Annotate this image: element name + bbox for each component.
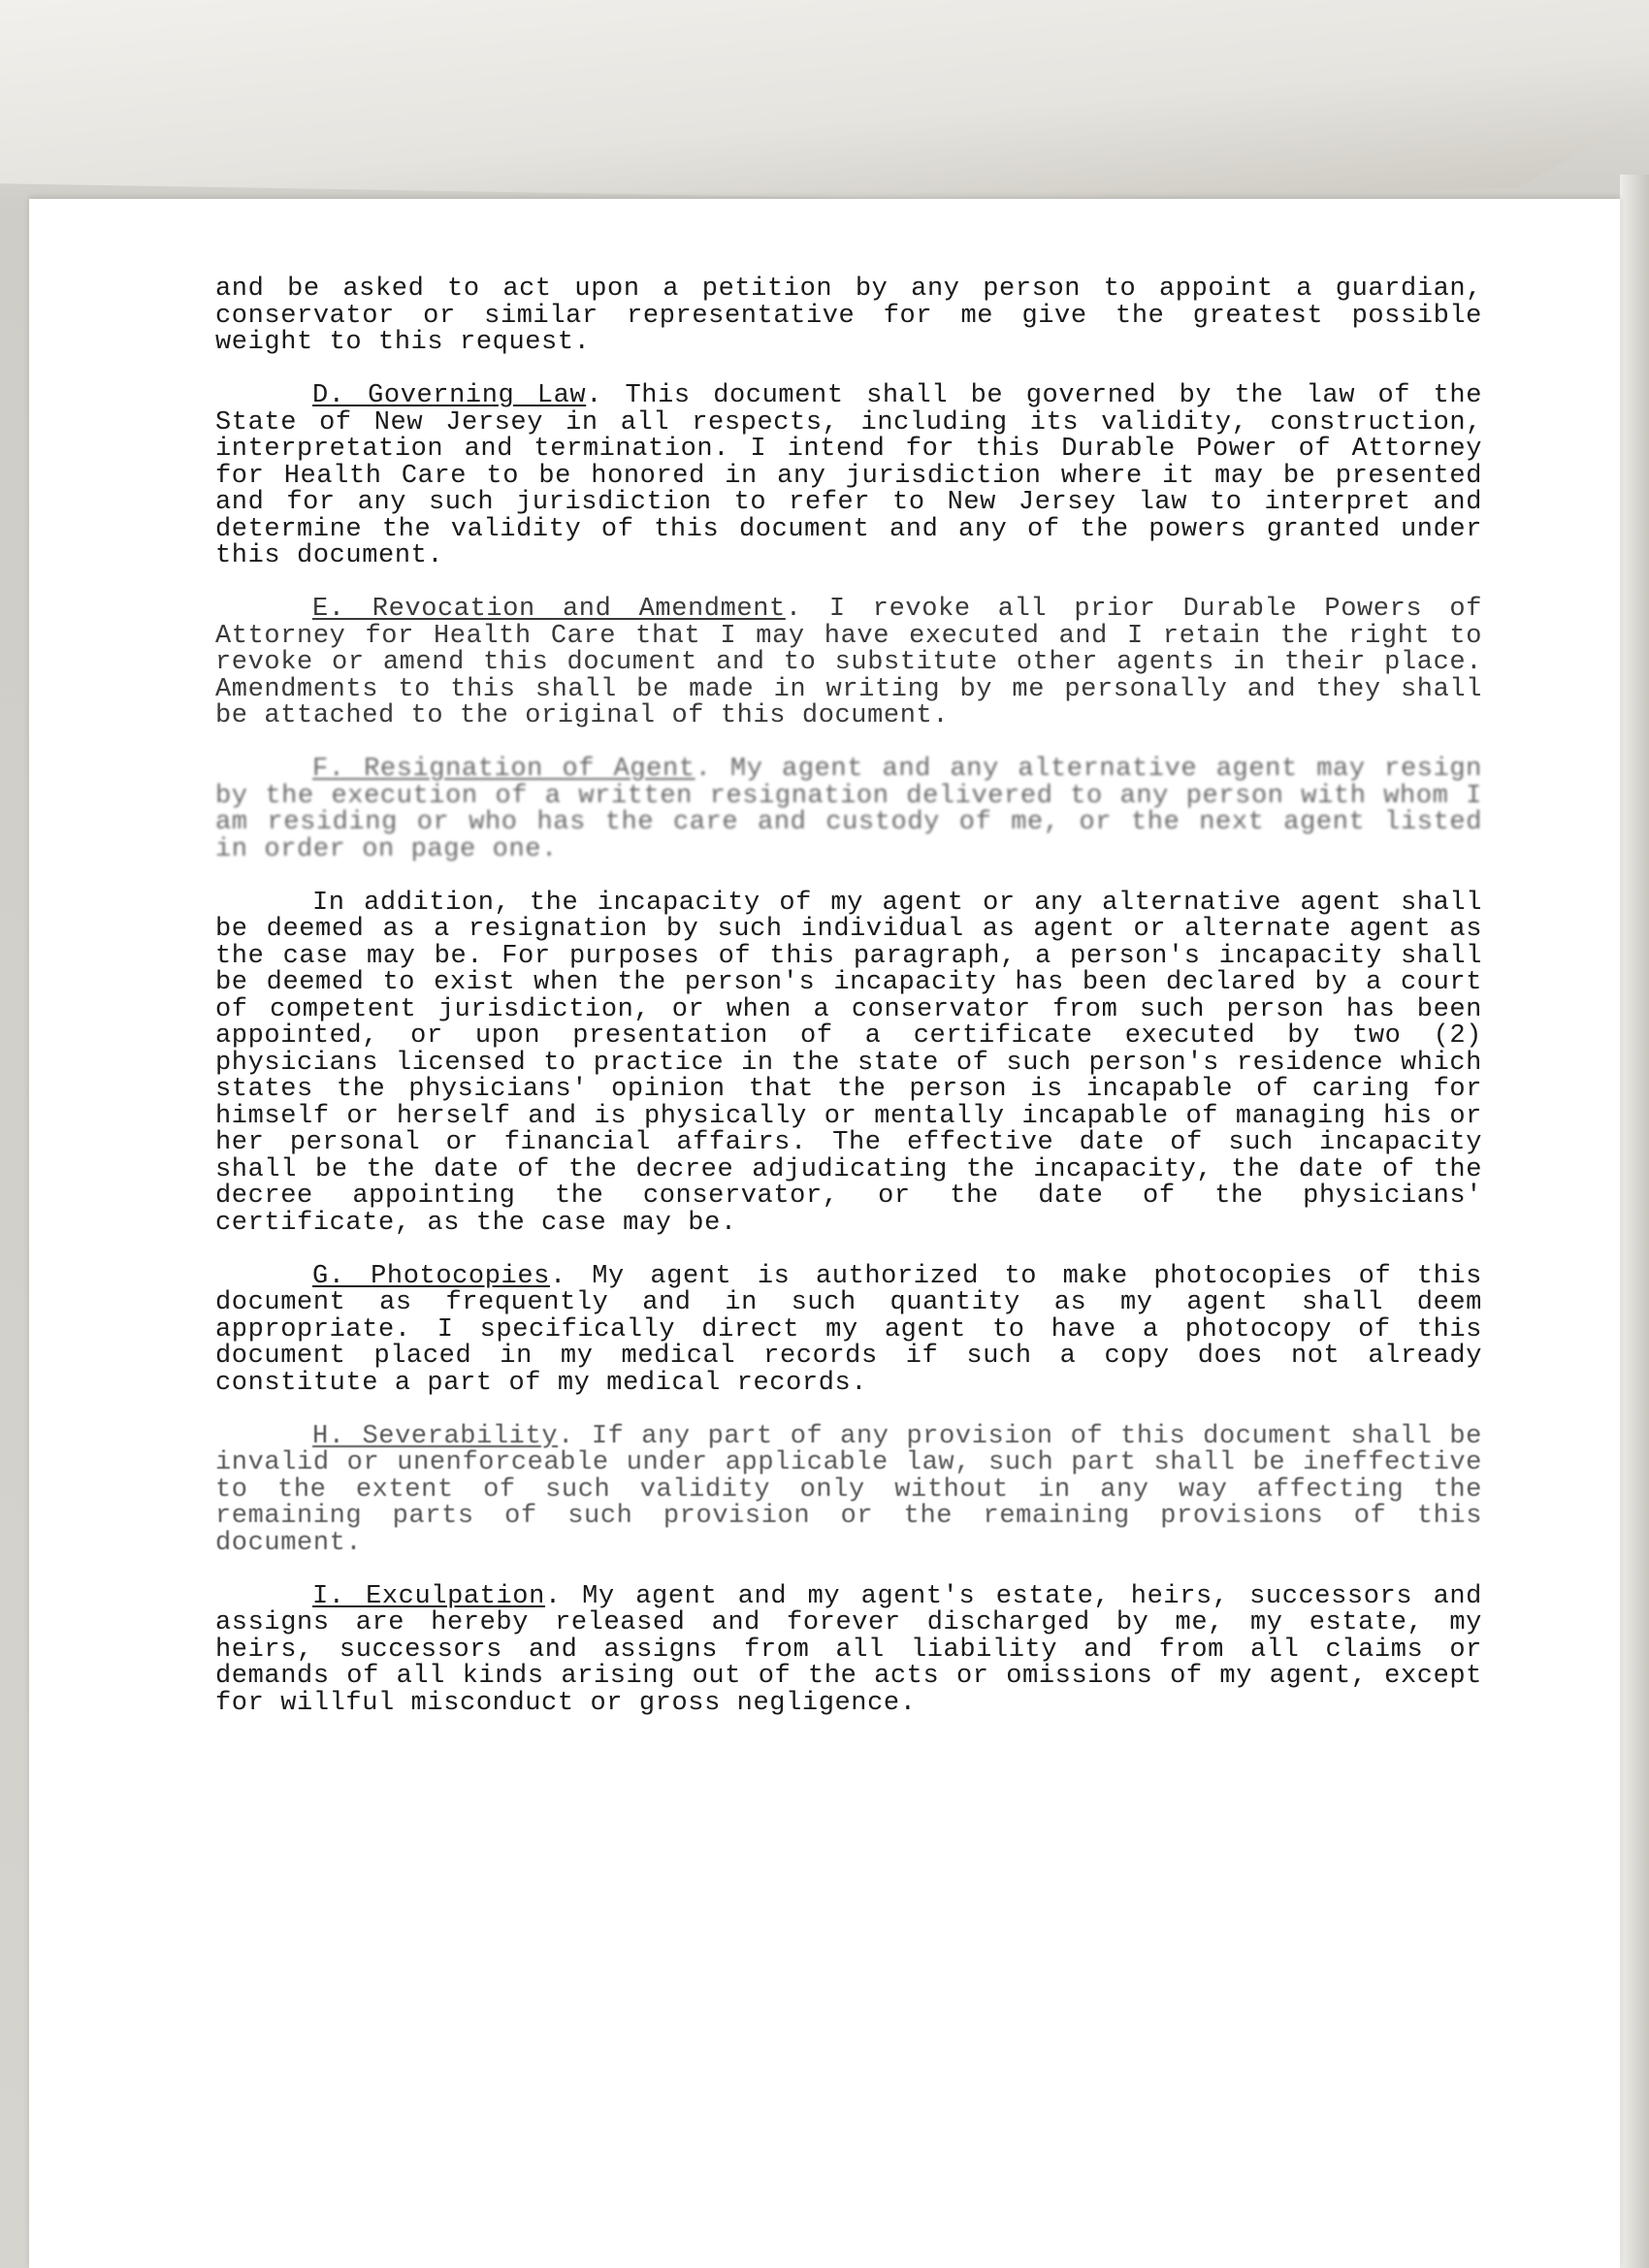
paragraph-photocopies [215, 1261, 1482, 1398]
paragraph-text: . My agent and any alternative agent may resign by the execution of a written resignation delivered to any person with whom I am residing or who has the care and custody of me, or the next agent listed in order on page one. [215, 755, 1482, 864]
section-heading-governing-law: D. Governing Law [312, 381, 587, 410]
document-body [215, 276, 1482, 1744]
paragraph-incapacity [215, 888, 1482, 1238]
section-heading-revocation: E. Revocation and Amendment [312, 595, 786, 624]
folded-page-top [0, 0, 1649, 209]
paragraph-resignation [215, 757, 1482, 863]
paragraph-text: . My agent is authorized to make photocopies of this document as frequently and in such quantity as my agent shall deem appropriate. I specifically direct my agent to have a photocopy of this document placed in my medical records if such a copy does not already constitute a part of my medical records. [215, 1261, 1482, 1398]
section-heading-severability: H. Severability [312, 1421, 559, 1451]
section-heading-exculpation: I. Exculpation [312, 1581, 545, 1611]
paragraph-revocation [215, 597, 1482, 730]
paragraph-text: In addition, the incapacity of my agent or any alternative agent shall be deemed as a resignation by such individual as agent or alternate agent as the case may be. For purposes of this paragraph, a person's incapacity shall be deemed to exist when the person's incapacity has been declared by a court of competent jurisdiction, or when a conservator from such person has been appointed, or upon presentation of a certificate executed by two (2) physicians licensed to practice in the state of such person's residence which states the physicians' opinion that the person is incapable of caring for himself or herself and is physically or mentally incapable of managing his or her personal or financial affairs. The effective date of such incapacity shall be the date of the decree adjudicating the incapacity, the date of the decree appointing the conservator, or the date of the physicians' certificate, as the case may be. [215, 888, 1482, 1238]
section-heading-photocopies: G. Photocopies [312, 1261, 550, 1291]
paragraph-text: . My agent and my agent's estate, heirs, successors and assigns are hereby released and forever discharged by me, my estate, my heirs, successors and assigns from all liability and from all claims or demands of all kinds arising out of the acts or omissions of my agent, except for willful misconduct or gross negligence. [215, 1581, 1482, 1718]
paragraph-text: . If any part of any provision of this document shall be invalid or unenforceable under applicable law, such part shall be ineffective to the extent of such validity only without in any way affecting the remaining parts of such provision or the remaining provisions of this document. [215, 1421, 1482, 1558]
section-heading-resignation: F. Resignation of Agent [312, 755, 695, 784]
paragraph-governing-law [215, 383, 1482, 570]
paragraph-exculpation [215, 1581, 1482, 1718]
document-page [29, 199, 1620, 2268]
page-stack-edge [1620, 175, 1649, 2268]
paragraph-text: and be asked to act upon a petition by any person to appoint a guardian, conservator or similar representative for me give the greatest possible weight to this request. [215, 275, 1482, 357]
paragraph-intro-continuation [215, 276, 1482, 357]
paragraph-severability [215, 1421, 1482, 1558]
paragraph-text: . I revoke all prior Durable Powers of Attorney for Health Care that I may have executed and I retain the right to revoke or amend this document and to substitute other agents in their place. Amendments to this shall be made in writing by me personally and they shall be attached to the original of this document. [215, 595, 1483, 730]
paragraph-text: . This document shall be governed by the law of the State of New Jersey in all respects, including its validity, construction, interpretation and termination. I intend for this Durable Power of Attorney for Health Care to be honored in any jurisdiction where it may be presented and for any such jurisdiction to refer to New Jersey law to interpret and determine the validity of this document and any of the powers granted under this document. [215, 381, 1483, 570]
